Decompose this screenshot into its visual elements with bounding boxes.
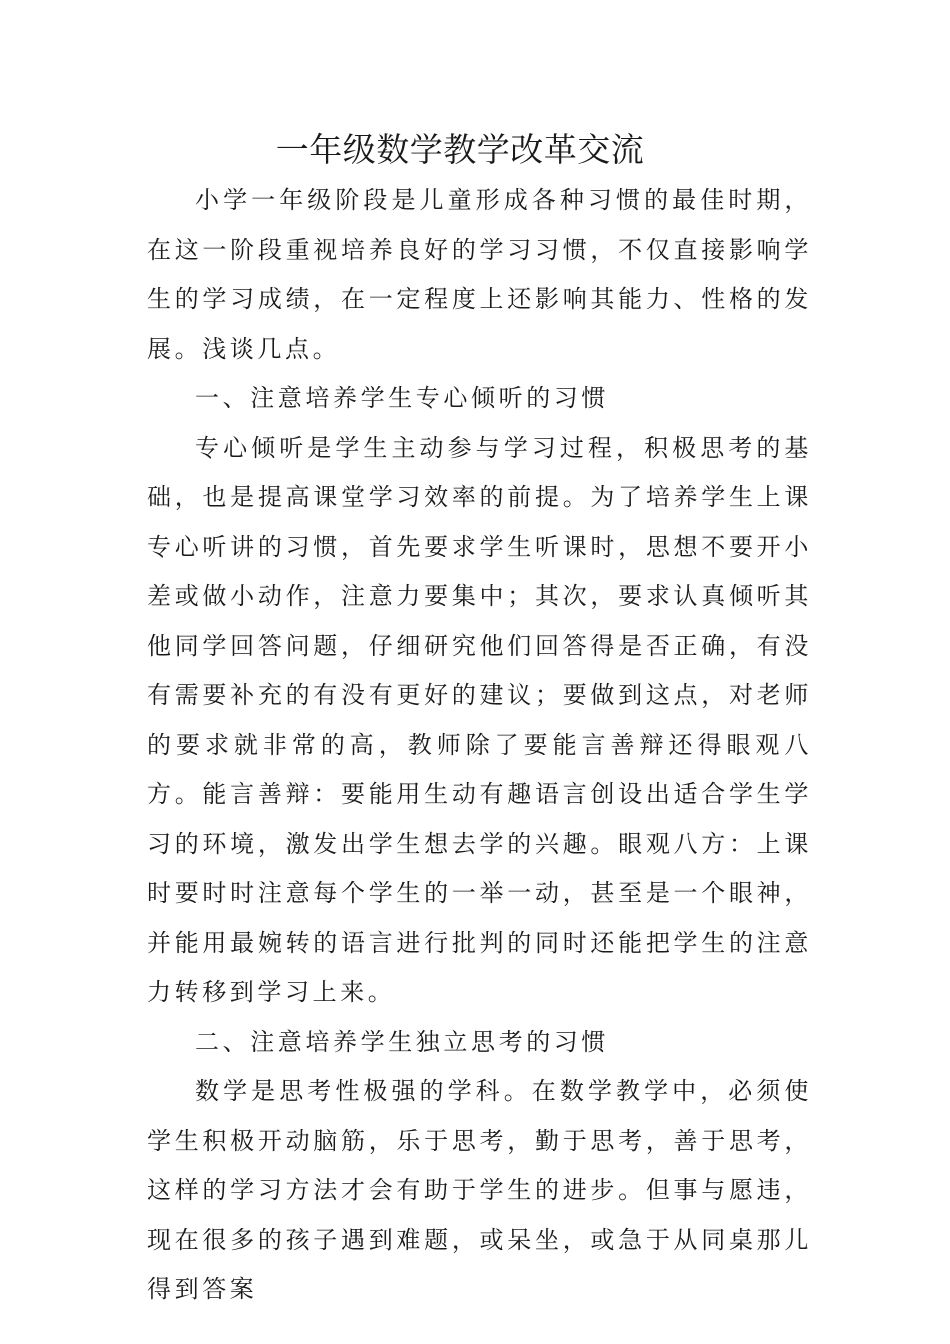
intro-paragraph: 小学一年级阶段是儿童形成各种习惯的最佳时期，在这一阶段重视培养良好的学习习惯，不仅直接影响学生的学习成绩，在一定程度上还影响其能力、性格的发展。浅谈几点。	[147, 186, 812, 363]
section-1-paragraph: 专心倾听是学生主动参与学习过程，积极思考的基础，也是提高课堂学习效率的前提。为了培养学生上课专心听讲的习惯，首先要求学生听课时，思想不要开小差或做小动作，注意力要集中；其次，要求认真倾听其他同学回答问题，仔细研究他们回答得是否正确，有没有需要补充的有没有更好的建议；要做到这点，对老师的要求就非常的高，教师除了要能言善辩还得眼观八方。能言善辩：要能用生动有趣语言创设出适合学生学习的环境，激发出学生想去学的兴趣。眼观八方：上课时要时时注意每个学生的一举一动，甚至是一个眼神，并能用最婉转的语言进行批判的同时还能把学生的注意力转移到学习上来。	[147, 433, 812, 1006]
section-heading-1: 一、注意培养学生专心倾听的习惯	[195, 384, 609, 412]
section-2-paragraph: 数学是思考性极强的学科。在数学教学中，必须使学生积极开动脑筋，乐于思考，勤于思考，善于思考，这样的学习方法才会有助于学生的进步。但事与愿违，现在很多的孩子遇到难题，或呆坐，或急于从同桌那儿得到答案	[147, 1077, 812, 1303]
section-heading-2: 二、注意培养学生独立思考的习惯	[195, 1027, 609, 1056]
document-body	[147, 176, 812, 1315]
document-title: 一年级数学教学改革交流	[275, 130, 645, 169]
